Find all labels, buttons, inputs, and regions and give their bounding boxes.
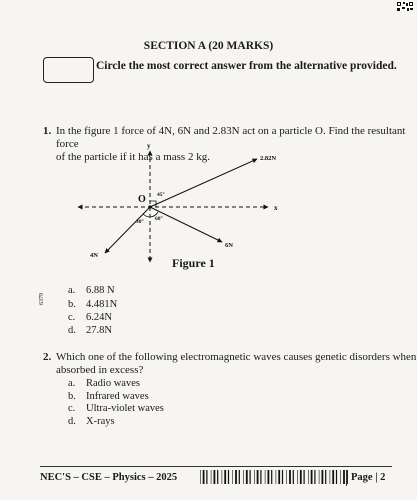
origin-point [148, 205, 151, 208]
figure-caption: Figure 1 [172, 256, 215, 270]
x-axis-label: x [274, 204, 278, 212]
option-letter: d. [68, 325, 76, 336]
question-2-line-2: absorbed in excess? [56, 364, 144, 376]
question-2-line-1: Which one of the following electromagnetic waves causes genetic disorders when [56, 351, 417, 363]
question-2-text [56, 351, 416, 377]
side-code: 6379 [39, 293, 45, 305]
force-label-6n: 6N [225, 242, 233, 249]
option-letter: b. [68, 391, 76, 402]
y-axis-label: y [147, 142, 151, 150]
angle-label-60: 60° [155, 216, 163, 222]
option-text: 27.8N [86, 325, 112, 336]
option-letter: c. [68, 312, 76, 323]
footer-divider [346, 470, 347, 486]
angle-arc-30 [143, 214, 150, 217]
question-2-number: 2. [43, 351, 52, 363]
instruction-text: Circle the most correct answer from the alternative provided. [96, 60, 397, 72]
option-letter: d. [68, 416, 76, 427]
option-text: Infrared waves [86, 391, 149, 402]
option-text: X-rays [86, 416, 115, 427]
footer-course: NEC'S – CSE – Physics – 2025 [40, 472, 178, 483]
question-1-line-2: of the particle if it has a mass 2 kg. [56, 151, 210, 163]
qr-code-icon [397, 2, 413, 11]
option-text: Ultra-violet waves [86, 403, 164, 414]
angle-label-45: 45° [157, 192, 165, 198]
question-1-line-1: In the figure 1 force of 4N, 6N and 2.83N act on a particle O. Find the resultant force [56, 125, 406, 150]
option-text: 6.88 N [86, 285, 115, 296]
footer-rule [40, 466, 392, 467]
option-letter: b. [68, 299, 76, 310]
option-letter: c. [68, 403, 76, 414]
barcode-icon [200, 470, 350, 484]
q1-option-d[interactable] [68, 324, 112, 337]
q1-option-a[interactable] [68, 284, 115, 297]
force-vector-6n [150, 207, 222, 242]
force-label-4n: 4N [90, 252, 98, 259]
q2-option-d[interactable] [68, 415, 115, 428]
q2-option-a[interactable] [68, 377, 140, 390]
force-vector-2-82n [150, 159, 257, 207]
option-letter: a. [68, 285, 76, 296]
section-title: SECTION A (20 MARKS) [143, 40, 274, 52]
force-label-2-82n: 2.82N [260, 155, 277, 162]
angle-label-30: 30° [136, 219, 144, 225]
question-1-number: 1. [43, 125, 52, 137]
q2-option-c[interactable] [68, 402, 164, 415]
option-letter: a. [68, 378, 76, 389]
footer-page-number: Page | 2 [351, 472, 386, 483]
force-diagram [70, 138, 300, 270]
answer-box[interactable] [43, 57, 94, 83]
q1-option-c[interactable] [68, 311, 112, 324]
option-text: 6.24N [86, 312, 112, 323]
option-text: 4.481N [86, 299, 118, 310]
option-text: Radio waves [86, 378, 140, 389]
origin-label: O [138, 194, 146, 205]
q1-option-b[interactable] [68, 298, 117, 311]
